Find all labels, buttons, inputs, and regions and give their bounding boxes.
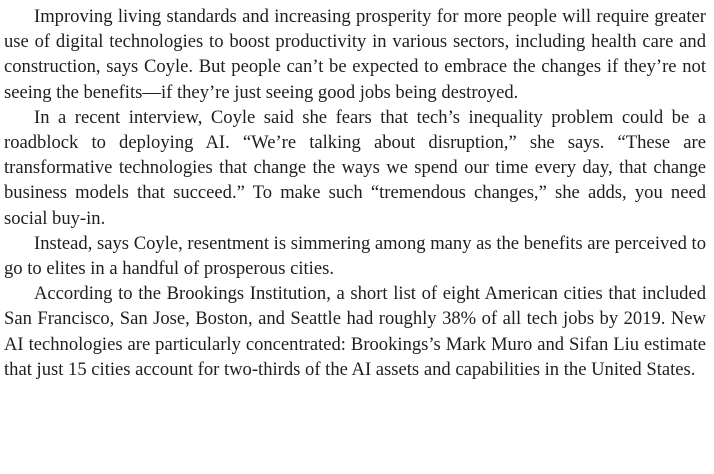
paragraph-productivity: Improving living standards and increasing prosperity for more people will require greater use of digital technologies to boost productivity in various sectors, including health care and construction, says Coyle. But people can’t be expected to embrace the changes if they’re not seeing the benefits—if they’re just seeing good jobs being destroyed.	[4, 6, 706, 103]
paragraph-brookings: According to the Brookings Institution, a short list of eight American cities that included San Francisco, San Jose, Boston, and Seattle had roughly 38% of all tech jobs by 2019. New AI technologies are particularly concentrated: Brookings’s Mark Muro and Sifan Liu estimate that just 15 cities account for two-thirds of the AI assets and capabilities in the United States.	[4, 283, 706, 380]
article-body	[4, 4, 706, 382]
paragraph-interview: In a recent interview, Coyle said she fears that tech’s inequality problem could be a roadblock to deploying AI. “We’re talking about disruption,” she says. “These are transformative technologies that change the ways we spend our time every day, that change business models that succeed.” To make such “tremendous changes,” she adds, you need social buy-in.	[4, 106, 706, 229]
paragraph-resentment: Instead, says Coyle, resentment is simmering among many as the benefits are perceived to go to elites in a handful of prosperous cities.	[4, 232, 706, 280]
